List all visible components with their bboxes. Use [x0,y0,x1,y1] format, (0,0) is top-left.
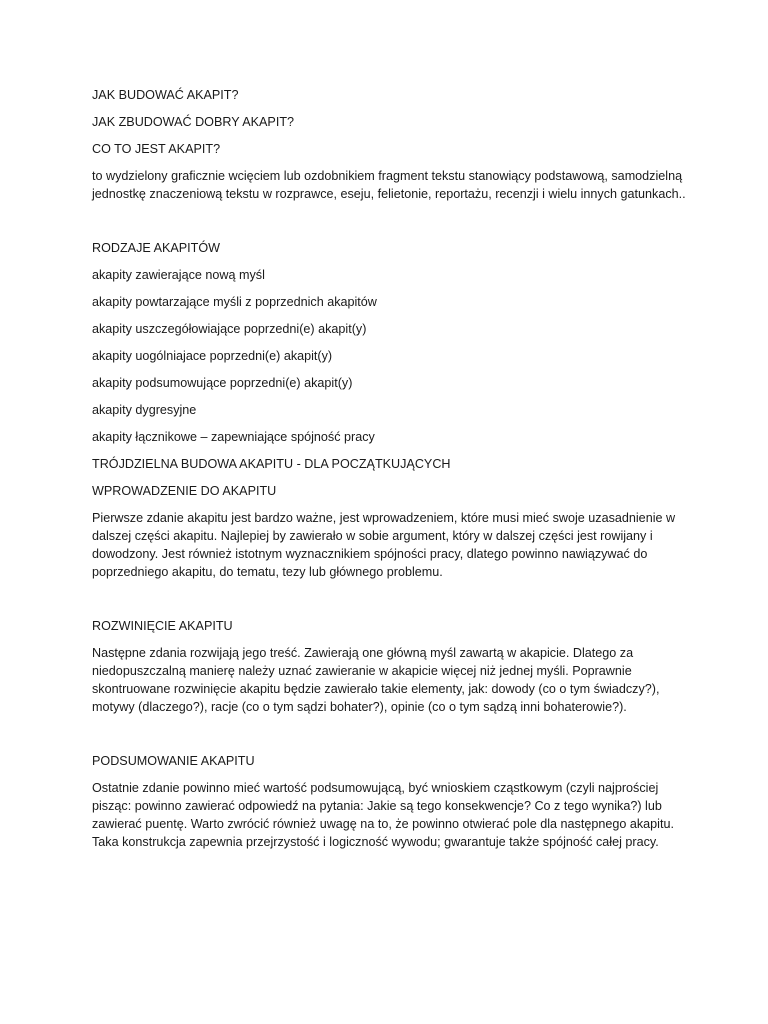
type-item: akapity uszczegółowiające poprzedni(e) akapit(y) [92,322,367,336]
spacer [92,212,692,239]
title-3: CO TO JEST AKAPIT? [92,142,221,156]
spacer [92,590,692,617]
development-paragraph: Następne zdania rozwijają jego treść. Zawierają one główną myśl zawartą w akapicie. Dlatego za niedopuszczalną manierę należy uznać zawieranie w akapicie więcej niż jednej myśli. Poprawnie skontruowane rozwinięcie akapitu będzie zawierało takie elementy, jak: dowody (co o tym świadczy?), motywy (dlaczego?), racje (co o tym sądzi bohater?), opinie (co o tym sądzą inni bohaterowie?). [92,646,660,714]
summary-paragraph: Ostatnie zdanie powinno mieć wartość podsumowującą, być wnioskiem cząstkowym (czyli najprościej pisząc: powinno zawierać odpowiedź na pytania: Jakie są tego konsekwencje? Co z tego wynika?) lub zawierać puentę. Warto zwrócić również uwagę na to, że powinno otwierać pole dla następnego akapitu. Taka konstrukcja zapewnia przejrzystość i logiczność wywodu; gwarantuje także spójność całej pracy. [92,781,674,849]
structure-heading: TRÓJDZIELNA BUDOWA AKAPITU - DLA POCZĄTKUJĄCYCH [92,457,451,471]
type-item: akapity uogólniajace poprzedni(e) akapit(y) [92,349,333,363]
summary-heading: PODSUMOWANIE AKAPITU [92,754,255,768]
type-item: akapity zawierające nową myśl [92,268,265,282]
definition-paragraph: to wydzielony graficznie wcięciem lub ozdobnikiem fragment tekstu stanowiący podstawową, samodzielną jednostkę znaczeniową tekstu w rozprawce, eseju, felietonie, reportażu, recenzji i wielu innych gatunkach.. [92,169,686,201]
type-item: akapity powtarzające myśli z poprzednich akapitów [92,295,377,309]
spacer [92,725,692,752]
intro-paragraph: Pierwsze zdanie akapitu jest bardzo ważne, jest wprowadzeniem, które musi mieć swoje uzasadnienie w dalszej części akapitu. Najlepiej by zawierało w sobie argument, który w dalszej części jest rowijany i dowodzony. Jest również istotnym wyznacznikiem spójności pracy, dlatego powinno nawiązywać do poprzedniego akapitu, do tematu, tezy lub głównego problemu. [92,511,676,579]
types-heading: RODZAJE AKAPITÓW [92,241,221,255]
type-item: akapity łącznikowe – zapewniające spójność pracy [92,430,375,444]
development-heading: ROZWINIĘCIE AKAPITU [92,619,233,633]
title-1: JAK BUDOWAĆ AKAPIT? [92,88,239,102]
document-page [92,86,692,860]
type-item: akapity dygresyjne [92,403,197,417]
intro-heading: WPROWADZENIE DO AKAPITU [92,484,277,498]
title-2: JAK ZBUDOWAĆ DOBRY AKAPIT? [92,115,295,129]
type-item: akapity podsumowujące poprzedni(e) akapit(y) [92,376,353,390]
